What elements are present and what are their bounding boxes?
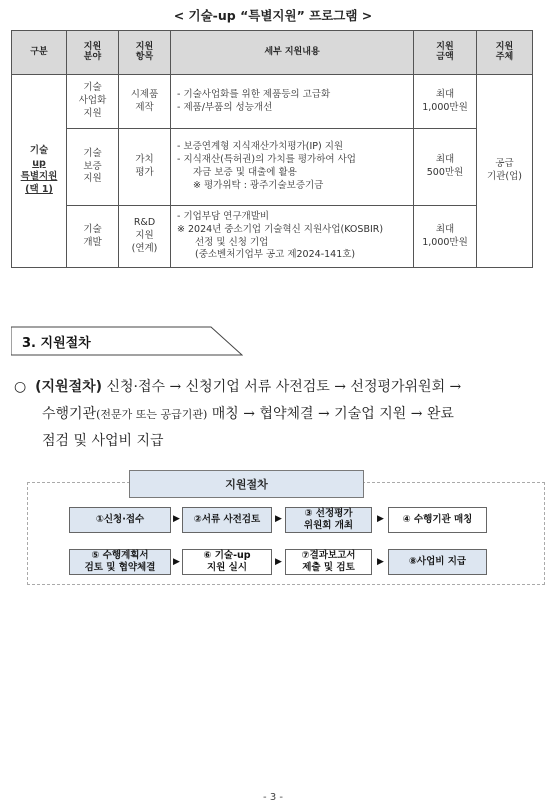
header-item: 지원 항목 [119, 31, 171, 75]
detail-cell [171, 129, 414, 206]
paragraph-line [14, 401, 534, 428]
table-row [12, 206, 533, 268]
entity-cell [477, 75, 533, 268]
field-line: 기술 [83, 223, 102, 235]
entity-line: 기관(업) [487, 171, 522, 182]
amount-cell [414, 129, 477, 206]
amount-line: 최대 [435, 88, 455, 100]
item-line: 평가 [135, 167, 154, 178]
detail-line: ※ 평가위탁 : 광주기술보증기금 [193, 179, 324, 191]
category-line: 특별지원 [20, 171, 58, 182]
page-number: - 3 - [263, 792, 283, 803]
flow-step-5 [69, 549, 171, 575]
item-cell [119, 129, 171, 206]
detail-line: - 보증연계형 지식재산가치평가(IP) 지원 [177, 141, 344, 153]
field-line: 개발 [83, 236, 102, 248]
amount-line: 최대 [435, 223, 455, 235]
item-line: 시제품 [130, 88, 159, 100]
entity-line: 공급 [495, 158, 514, 170]
flow-step-3 [285, 507, 372, 533]
flow-title: 지원절차 [129, 470, 364, 498]
amount-line: 1,000만원 [422, 236, 468, 248]
field-line: 기술 [83, 147, 102, 159]
header-field: 지원 분야 [67, 31, 119, 75]
amount-line: 500만원 [426, 167, 464, 178]
header-details: 세부 지원내용 [171, 31, 414, 75]
category-line: up [32, 158, 46, 170]
field-line: 보증 [83, 160, 102, 172]
paragraph-text: 점검 및 사업비 지급 [42, 433, 164, 449]
item-line: 제작 [135, 101, 154, 113]
detail-line: (중소벤처기업부 공고 제2024-141호) [195, 249, 356, 261]
flow-step-label: ③ 선정평가 위원회 개최 [303, 508, 354, 531]
arrow-icon: ▶ [377, 557, 384, 567]
table-row [12, 75, 533, 129]
flow-step-label: ⑥ 기술-up 지원 실시 [203, 550, 251, 573]
field-cell [67, 206, 119, 268]
detail-line: - 기술사업화를 위한 제품등의 고급화 [177, 88, 331, 100]
paragraph-note: (전문가 또는 공급기관) [96, 408, 208, 421]
detail-line: 자금 보증 및 대출에 활용 [193, 167, 297, 178]
item-line: 가치 [135, 154, 154, 166]
field-line: 지원 [83, 173, 102, 185]
paragraph-line [14, 428, 534, 455]
paragraph-line [14, 374, 534, 401]
field-cell [67, 129, 119, 206]
detail-line: - 제품/부품의 성능개선 [177, 101, 273, 113]
paragraph-label: (지원절차) [35, 379, 103, 395]
flow-step-label: ⑤ 수행계획서 검토 및 협약체결 [84, 550, 156, 573]
flow-step-label: ⑦결과보고서 제출 및 검토 [301, 550, 356, 573]
item-line: (연계) [131, 242, 158, 254]
item-line: 지원 [135, 230, 154, 242]
procedure-paragraph [14, 374, 534, 455]
program-table [11, 30, 533, 268]
category-cell [12, 75, 67, 268]
item-line: R&D [133, 217, 156, 229]
flow-step-8: ⑧사업비 지급 [388, 549, 487, 575]
arrow-icon: ▶ [173, 514, 180, 524]
table-row [12, 129, 533, 206]
item-cell [119, 206, 171, 268]
flow-step-7 [285, 549, 372, 575]
header-category: 구분 [12, 31, 67, 75]
arrow-icon: ▶ [275, 514, 282, 524]
header-amount: 지원 금액 [414, 31, 477, 75]
item-cell [119, 75, 171, 129]
detail-cell [171, 206, 414, 268]
category-line: 기술 [29, 145, 49, 157]
flow-step-1: ①신청·접수 [69, 507, 171, 533]
document-title: < 기술-up “특별지원” 프로그램 > [173, 8, 373, 23]
section-heading [11, 326, 243, 356]
amount-line: 최대 [435, 154, 455, 166]
amount-cell [414, 206, 477, 268]
section-title: 3. 지원절차 [22, 336, 91, 351]
field-line: 사업화 [78, 95, 107, 107]
field-line: 지원 [83, 107, 102, 119]
table-header-row [12, 31, 533, 75]
arrow-icon: ▶ [275, 557, 282, 567]
header-entity: 지원 주체 [477, 31, 533, 75]
flow-step-4: ④ 수행기관 매칭 [388, 507, 487, 533]
field-cell [67, 75, 119, 129]
detail-line: 선정 및 신청 기업 [195, 236, 269, 248]
detail-line: - 기업부담 연구개발비 [177, 210, 270, 222]
detail-line: ※ 2024년 중소기업 기술혁신 지원사업(KOSBIR) [177, 223, 384, 235]
arrow-icon: ▶ [173, 557, 180, 567]
paragraph-text: 수행기관 [42, 406, 97, 422]
flow-step-6 [182, 549, 272, 575]
amount-cell [414, 75, 477, 129]
detail-line: - 지식재산(특허권)의 가치를 평가하여 사업 [177, 154, 356, 166]
detail-cell [171, 75, 414, 129]
amount-line: 1,000만원 [422, 101, 468, 113]
field-line: 기술 [83, 82, 102, 94]
arrow-icon: ▶ [377, 514, 384, 524]
paragraph-text: 매칭 → 협약체결 → 기술업 지원 → 완료 [207, 406, 454, 422]
paragraph-text: 신청·접수 → 신청기업 서류 사전검토 → 선정평가위원회 → [102, 379, 462, 395]
bullet: ○ [14, 379, 27, 395]
flow-step-2: ②서류 사전검토 [182, 507, 272, 533]
category-line: (택 1) [25, 183, 53, 195]
